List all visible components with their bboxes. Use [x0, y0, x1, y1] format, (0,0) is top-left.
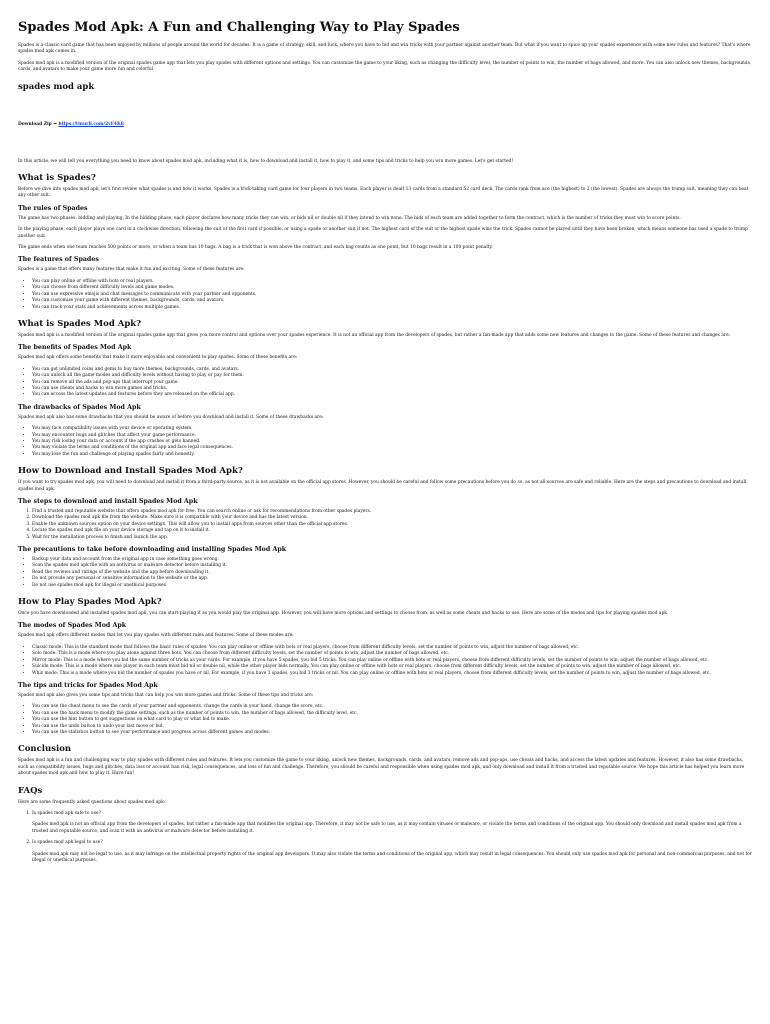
list-item: • You may lose the fun and challenge of playing spades fairly and honestly. [32, 452, 752, 458]
list-item: • You can play online or offline with bots or real players. [32, 279, 752, 285]
list-item: • Read the reviews and ratings of the website and the app before downloading it. [32, 570, 752, 576]
faq-question: Is spades mod apk legal to use? [32, 840, 103, 846]
benefits-list [18, 367, 752, 399]
faq-answer: Spades mod apk is not an official app from the developers of spades, but rather a fan-made app that modifies the original app. Therefore, it may not be safe to use, as it may contain viruses or malware, or violate the terms and conditions of the original app. You should only download and install spades mod apk from a trusted and reputable source, and scan it with an antivirus or malware detector before installing it. [32, 822, 742, 834]
heading-benefits: The benefits of Spades Mod Apk [18, 344, 132, 352]
list-item: • Mirror mode: This is a mode where you bid the same number of tricks as your cards. For example, if you have 5 spades, you bid 5 tricks. You can play online or offline with bots or real players, choose from different difficulty levels, set the number of points to win, adjust the number of bags allowed, etc. [32, 658, 752, 664]
paragraph: Spades mod apk offers different modes that let you play spades with different rules and features. Some of these modes are: [18, 633, 294, 639]
heading-modes: The modes of Spades Mod Apk [18, 622, 127, 630]
precautions-list [18, 557, 752, 589]
list-item: • You can use the statistics button to see your performance and progress across different games and modes. [32, 730, 752, 736]
list-item: • You can remove all the ads and pop-ups that interrupt your game. [32, 380, 752, 386]
paragraph: Spades mod apk is a fun and challenging way to play spades with different rules and features. It lets you customize the game to your liking, unlock new themes, backgrounds, cards, and avatars, remove ads and pop-ups, use cheats and hacks, and access the latest updates and features. However, it also has some drawbacks, such as compatibility issues, bugs and glitches, data loss or account ban risk, legal consequences, and loss of fun and challenge. Therefore, you should be careful and responsible when using spades mod apk, and only download and install it from a trusted and reputable source. We hope this article has helped you learn more about spades mod apk and how to play it. Have fun! [18, 758, 745, 777]
list-item: • Whiz mode: This is a mode where you bid the number of spades you have or nil. For example, if you have 3 spades, you bid 3 tricks or nil. You can play online or offline with bots or real players, choose from different difficulty levels, set the number of points to win, adjust the number of bags allowed, etc. [32, 671, 752, 677]
paragraph: The game ends when one team reaches 500 points or more, or when a team has 10 bags. A bag is a trick that is won above the contract, and each bag counts as one point, but 10 bags result in a 100 point penalty. [18, 245, 493, 251]
list-item: 4. Locate the spades mod apk file on your device storage and tap on it to install it. [32, 528, 752, 534]
intro-paragraph-2: Spades mod apk is a modified version of the original spades game app that lets you play spades with different options and settings. You can customize the game to your liking, such as changing the difficulty level, the number of points to win, the number of bags allowed, and more. You can also unlock new themes, backgrounds, cards, and avatars to make your game more fun and colorful. [18, 60, 752, 73]
heading-download-install: How to Download and Install Spades Mod Apk? [18, 466, 243, 477]
list-item: • You can use the hint button to get suggestions on what card to play or what bid to make. [32, 717, 752, 723]
list-item: • You can unlock all the game modes and difficulty levels without having to play or pay for them. [32, 373, 752, 379]
heading-faqs: FAQs [18, 785, 43, 796]
list-item: • You can customize your game with different themes, backgrounds, cards, and avatars. [32, 298, 752, 304]
list-item: • Do not provide any personal or sensitive information to the website or the app. [32, 576, 752, 582]
paragraph: Spades mod apk also gives you some tips and tricks that can help you win more games and tricks. Some of these tips and tricks are: [18, 692, 314, 698]
list-item: • You may encounter bugs and glitches that affect your game performance. [32, 433, 752, 439]
drawbacks-list [18, 426, 752, 458]
list-item: • You can use expressive emojis and chat messages to communicate with your partner and opponents. [32, 292, 752, 298]
list-item: • Do not use spades mod apk for illegal or unethical purposes. [32, 583, 752, 589]
heading-precautions: The precautions to take before downloading and installing Spades Mod Apk [18, 546, 287, 554]
paragraph: Spades mod apk is a modified version of the original spades game app that gives you more control and options over your spades experience. It is not an official app from the developers of spades, but rather a fan-made app that adds some new features and changes to the game. Some of these features and changes are: [18, 332, 731, 338]
page-title: Spades Mod Apk: A Fun and Challenging Way to Play Spades [18, 20, 460, 35]
heading-tips: The tips and tricks for Spades Mod Apk [18, 681, 158, 689]
list-item: • You can get unlimited coins and gems to buy more themes, backgrounds, cards, and avatars. [32, 367, 752, 373]
paragraph: Spades mod apk also has some drawbacks that you should be aware of before you download and install it. Some of these drawbacks are: [18, 414, 324, 420]
heading-spades-mod-apk: spades mod apk [18, 81, 95, 92]
features-list [18, 279, 752, 311]
faq-item [32, 811, 752, 835]
list-item: • You can use cheats and hacks to win more games and tricks. [32, 386, 752, 392]
list-item: • You may face compatibility issues with your device or operating system. [32, 426, 752, 432]
paragraph: In the playing phase, each player plays one card in a clockwise direction, following the suit of the first card if possible, or using a spade or another suit if not. The highest card of the suit or the highest spade wins the trick. Spades cannot be played until they have been broken, which means someone has used a spade to trump another suit. [18, 227, 748, 239]
faq-list [18, 811, 752, 864]
faq-question: Is spades mod apk safe to use? [32, 810, 101, 816]
paragraph: Spades mod apk offers some benefits that make it more enjoyable and convenient to play spades. Some of these benefits are: [18, 355, 298, 361]
list-item: • Scan the spades mod apk file with an antivirus or malware detector before installing it. [32, 563, 752, 569]
paragraph: If you want to try spades mod apk, you will need to download and install it from a third-party source, as it is not available on the official app stores. However, you should be careful and follow some precautions before you do so, as not all sources are safe and reliable. Here are the steps and precautions to download and install spades mod apk. [18, 480, 747, 492]
list-item: • You can use the hack menu to modify the game settings, such as the number of points to win, the number of bags allowed, the difficulty level, etc. [32, 711, 752, 717]
list-item: • You can access the latest updates and features before they are released on the official app. [32, 392, 752, 398]
modes-list [18, 645, 752, 677]
intro-paragraph-3: In this article, we will tell you everything you need to know about spades mod apk, including what it is, how to download and install it, how to play it, and some tips and tricks to help you win more games. Let's get started! [18, 158, 514, 164]
list-item: • You can use the undo button to undo your last move or bid. [32, 724, 752, 730]
heading-what-is-mod-apk: What is Spades Mod Apk? [18, 318, 142, 329]
paragraph: Spades is a game that offers many features that make it fun and exciting. Some of these features are: [18, 267, 245, 273]
list-item: • Backup your data and account from the original app in case something goes wrong. [32, 557, 752, 563]
list-item: • Solo mode: This is a mode where you play alone against three bots. You can choose from different difficulty levels, set the number of points to win, adjust the number of bags allowed, etc. [32, 651, 752, 657]
paragraph: The game has two phases: bidding and playing. In the bidding phase, each player declares how many tricks they can win, or bids nil or double nil if they intend to win none. The bids of each team are added together to form the contract, which is the number of tricks they must win to score points. [18, 215, 681, 221]
heading-what-is-spades: What is Spades? [18, 173, 96, 184]
paragraph: Before we dive into spades mod apk, let's first review what spades is and how it works. Spades is a trick-taking card game for four players in two teams. Each player is dealt 13 cards from a standard 52 card deck. The cards rank from ace (the highest) to 2 (the lowest). Spades are always the trump suit, meaning they can beat any other suit. [18, 187, 749, 199]
list-item: 2. Download the spades mod apk file from the website. Make sure it is compatible with your device and has the latest version. [32, 515, 752, 521]
download-link[interactable]: https://tinurli.com/2vF4K8 [58, 121, 124, 127]
intro-paragraph-1: Spades is a classic card game that has been enjoyed by millions of people around the world for decades. It is a game of strategy, skill, and luck, where you have to bid and win tricks with your partner against another team. But what if you want to spice up your spades experience with some new rules and features? That's where spades mod apk comes in. [18, 43, 751, 55]
heading-steps: The steps to download and install Spades Mod Apk [18, 498, 198, 505]
heading-rules: The rules of Spades [18, 204, 88, 212]
list-item: • You can track your stats and achievements across multiple games. [32, 305, 752, 311]
list-item: • You can choose from different difficulty levels and game modes. [32, 285, 752, 291]
list-item: • You can use the cheat menu to see the cards of your partner and opponents, change the cards in your hand, change the score, etc. [32, 704, 752, 710]
download-label: Download Zip ⇒ [18, 121, 57, 127]
faq-answer: Spades mod apk may not be legal to use, as it may infringe on the intellectual property rights of the original app developers. It may also violate the terms and conditions of the original app, which may result in legal consequences. You should only use spades mod apk for personal and non-commercial purposes, and not for illegal or unethical purposes. [32, 851, 752, 863]
faq-item [32, 840, 752, 864]
list-item: 5. Wait for the installation process to finish and launch the app. [32, 535, 752, 541]
list-item: • You may risk losing your data or account if the app crashes or gets banned. [32, 439, 752, 445]
list-item: 3. Enable the unknown sources option on your device settings. This will allow you to install apps from sources other than the official app stores. [32, 522, 752, 528]
paragraph: Here are some frequently asked questions about spades mod apk: [18, 799, 166, 805]
heading-drawbacks: The drawbacks of Spades Mod Apk [18, 403, 141, 411]
heading-features: The features of Spades [18, 256, 99, 264]
paragraph: Once you have downloaded and installed spades mod apk, you can start playing it as you would play the original app. However, you will have more options and settings to choose from, as well as some cheats and hacks to use. Here are some of the modes and tips for playing spades mod apk. [18, 611, 669, 617]
heading-conclusion: Conclusion [18, 744, 72, 755]
list-item: • Suicide mode: This is a mode where one player in each team must bid nil or double nil, while the other player bids normally. You can play online or offline with bots or real players, choose from different difficulty levels, set the number of points to win, adjust the number of bags allowed, etc. [32, 664, 752, 670]
download-line [18, 122, 752, 127]
steps-list [18, 509, 752, 541]
list-item: 1. Find a trusted and reputable website that offers spades mod apk for free. You can search online or ask for recommendations from other spades players. [32, 509, 752, 515]
list-item: • You may violate the terms and conditions of the original app and face legal consequences. [32, 445, 752, 451]
heading-how-to-play: How to Play Spades Mod Apk? [18, 597, 162, 608]
list-item: • Classic mode: This is the standard mode that follows the basic rules of spades. You can play online or offline with bots or real players, choose from different difficulty levels, set the number of points to win, adjust the number of bags allowed, etc. [32, 645, 752, 651]
tips-list [18, 704, 752, 736]
